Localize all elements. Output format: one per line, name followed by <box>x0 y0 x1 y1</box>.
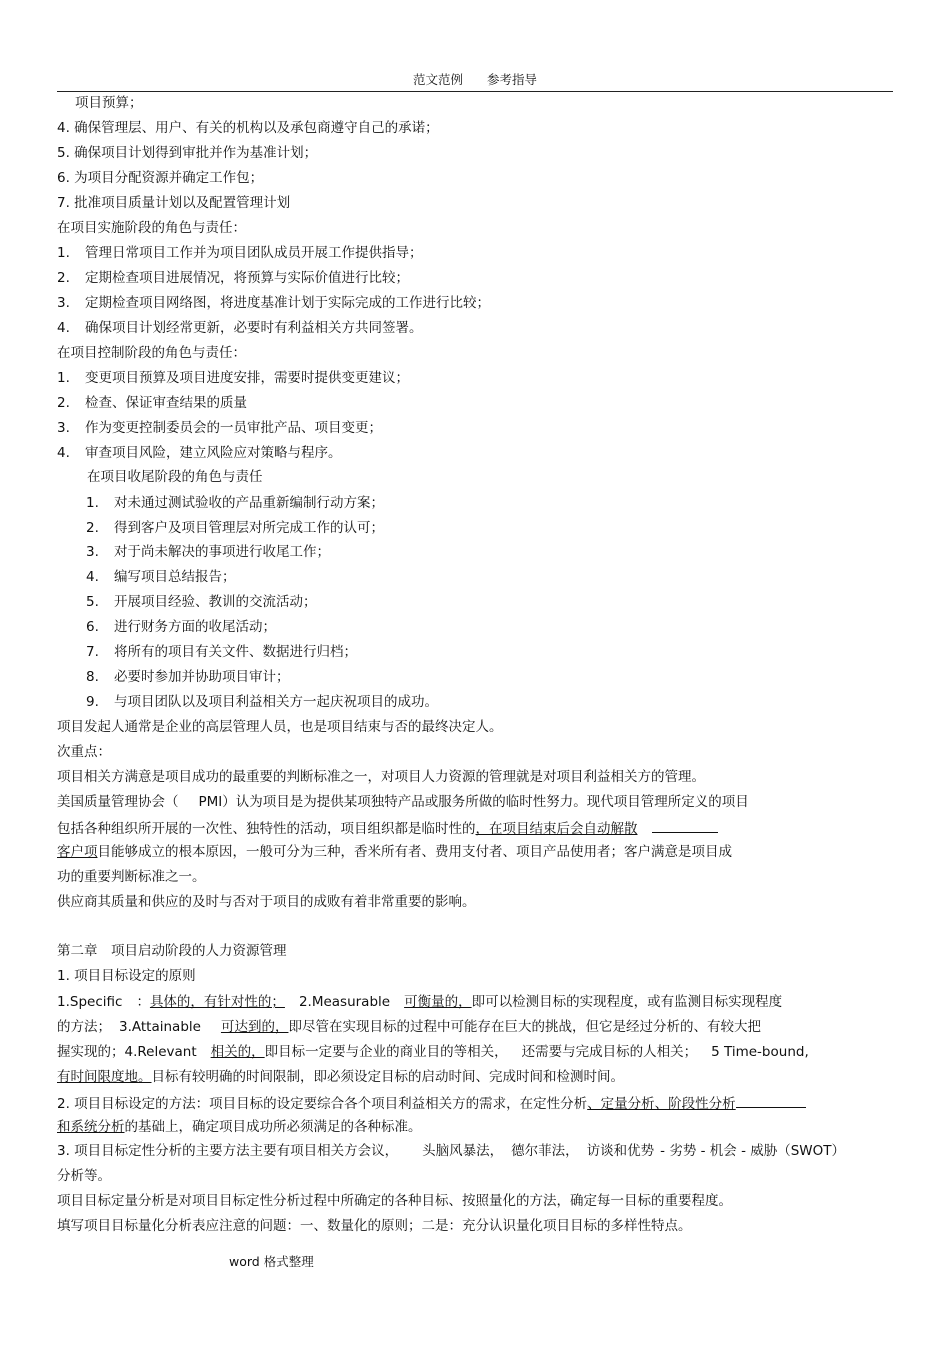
text-span: 2. 项目目标设定的方法：项目目标的设定要综合各个项目利益相关方的需求，在定性分析 <box>57 1096 588 1112</box>
text-span: 头脑风暴法， <box>422 1143 504 1159</box>
list-item <box>86 693 438 711</box>
list-number: 9. <box>86 694 99 710</box>
list-item <box>57 294 490 312</box>
text-line: 5. 确保项目计划得到审批并作为基准计划； <box>57 145 318 161</box>
text-span: 目能够成立的根本原因，一般可分为三种，香米所有者、费用支付者、项目产品使用者；客户满意是项目成 <box>97 844 732 860</box>
text-line: 6. 为项目分配资源并确定工作包； <box>57 170 264 186</box>
list-number: 5. <box>86 594 99 610</box>
list-number: 4. <box>57 320 70 336</box>
text-line <box>57 843 732 861</box>
list-number: 1. <box>57 370 70 386</box>
text-span: 的基础上，确定项目成功所必须满足的各种标准。 <box>124 1119 422 1135</box>
list-text: 编写项目总结报告； <box>114 569 236 585</box>
text-line: 项目目标定量分析是对项目目标定性分析过程中所确定的各种目标、按照量化的方法，确定每一目标的重要程度。 <box>57 1193 732 1209</box>
list-item <box>86 618 276 636</box>
list-item <box>86 494 384 512</box>
text-span: PMI）认为项目是为提供某项独特产品或服务所做的临时性努力。现代项目管理所定义的项目 <box>198 794 749 810</box>
text-span: 目标有较明确的时间限制，即必须设定目标的启动时间、完成时间和检测时间。 <box>151 1069 624 1085</box>
list-number: 2. <box>86 520 99 536</box>
list-item <box>86 543 330 561</box>
text-span: 3. 项目目标定性分析的主要方法主要有项目相关方会议， <box>57 1143 399 1159</box>
list-number: 3. <box>57 295 70 311</box>
text-span: 4.Relevant <box>124 1044 197 1060</box>
underlined-text: 具体的，有针对性的； <box>149 994 285 1010</box>
list-text: 与项目团队以及项目利益相关方一起庆祝项目的成功。 <box>114 694 438 710</box>
list-number: 7. <box>86 644 99 660</box>
text-span: 即可以检测目标的实现程度，或有监测目标实现程度 <box>471 994 783 1010</box>
underlined-text: 、定量分析、阶段性分析 <box>587 1096 736 1112</box>
list-number: 4. <box>86 569 99 585</box>
underlined-text: 客户项 <box>57 844 98 860</box>
list-number: 2. <box>57 270 70 286</box>
text-span: - 劣势 - 机会 - 威胁（SWOT） <box>660 1143 846 1159</box>
list-number: 4. <box>57 445 70 461</box>
list-text: 对于尚未解决的事项进行收尾工作； <box>114 544 330 560</box>
list-number: 1. <box>57 245 70 261</box>
text-line: 供应商其质量和供应的及时与否对于项目的成败有着非常重要的影响。 <box>57 894 476 910</box>
text-line <box>57 1118 422 1136</box>
header-right: 参考指导 <box>486 72 537 87</box>
list-text: 确保项目计划经常更新，必要时有利益相关方共同签署。 <box>85 320 423 336</box>
text-line <box>57 1142 845 1160</box>
underlined-text: ，在项目结束后会自动解散 <box>475 821 638 837</box>
text-span: 3.Attainable <box>119 1019 201 1035</box>
list-item <box>57 419 382 437</box>
list-item <box>57 369 409 387</box>
text-line: 4. 确保管理层、用户、有关的机构以及承包商遵守自己的承诺； <box>57 120 439 136</box>
list-number: 1. <box>86 495 99 511</box>
text-line <box>57 793 749 811</box>
list-item <box>57 319 423 337</box>
text-span: 即尽管在实现目标的过程中可能存在巨大的挑战，但它是经过分析的、有较大把 <box>288 1019 761 1035</box>
list-number: 3. <box>86 544 99 560</box>
list-text: 变更项目预算及项目进度安排，需要时提供变更建议； <box>85 370 409 386</box>
header-left: 范文范例 <box>412 72 463 87</box>
list-text: 将所有的项目有关文件、数据进行归档； <box>114 644 357 660</box>
page-header <box>0 70 950 88</box>
text-line <box>57 1093 806 1113</box>
text-span: ： <box>136 994 150 1010</box>
text-span: 的方法； <box>57 1019 111 1035</box>
underlined-text: 相关的， <box>210 1044 265 1060</box>
list-item <box>57 269 409 287</box>
list-number: 3. <box>57 420 70 436</box>
list-item <box>86 668 290 686</box>
underlined-text: 可衡量的， <box>404 994 472 1010</box>
text-line: 分析等。 <box>57 1168 111 1184</box>
text-line <box>57 993 782 1011</box>
text-line <box>57 1043 809 1061</box>
text-span: 德尔菲法， <box>511 1143 579 1159</box>
chapter-heading: 第二章 项目启动阶段的人力资源管理 <box>57 943 287 959</box>
list-text: 定期检查项目进展情况，将预算与实际价值进行比较； <box>85 270 409 286</box>
text-span: 2.Measurable <box>298 994 391 1010</box>
underlined-text: 有时间限度地。 <box>57 1069 152 1085</box>
text-line: 项目发起人通常是企业的高层管理人员，也是项目结束与否的最终决定人。 <box>57 719 503 735</box>
underlined-text: 可达到的， <box>220 1019 289 1035</box>
text-span: 访谈和优势 <box>586 1143 655 1159</box>
list-text: 必要时参加并协助项目审计； <box>114 669 290 685</box>
section-heading: 在项目收尾阶段的角色与责任 <box>87 469 263 485</box>
list-item <box>86 519 384 537</box>
text-span: 美国质量管理协会（ <box>57 794 179 810</box>
list-item <box>86 593 317 611</box>
text-line <box>57 1018 761 1036</box>
list-text: 检查、保证审查结果的质量 <box>85 395 247 411</box>
text-line <box>57 1068 624 1086</box>
list-item <box>57 444 342 462</box>
text-span: 5 Time-bound, <box>711 1044 809 1060</box>
header-rule <box>57 91 893 92</box>
list-number: 8. <box>86 669 99 685</box>
underlined-text: 和系统分析 <box>57 1119 125 1135</box>
list-text: 进行财务方面的收尾活动； <box>114 619 276 635</box>
list-text: 定期检查项目网络图，将进度基准计划于实际完成的工作进行比较； <box>85 295 490 311</box>
section-heading: 在项目控制阶段的角色与责任： <box>57 345 246 361</box>
list-text: 管理日常项目工作并为项目团队成员开展工作提供指导； <box>85 245 423 261</box>
list-item <box>86 568 236 586</box>
list-text: 对未通过测试验收的产品重新编制行动方案； <box>114 495 384 511</box>
text-span: 还需要与完成目标的人相关； <box>521 1044 698 1060</box>
text-line <box>57 818 718 838</box>
section-heading: 1. 项目目标设定的原则 <box>57 968 196 984</box>
section-heading: 在项目实施阶段的角色与责任： <box>57 220 246 236</box>
list-text: 审查项目风险，建立风险应对策略与程序。 <box>85 445 342 461</box>
text-line: 7. 批准项目质量计划以及配置管理计划 <box>57 195 291 211</box>
list-item <box>86 643 357 661</box>
text-span: 握实现的； <box>57 1044 125 1060</box>
text-span: 包括各种组织所开展的一次性、独特性的活动，项目组织都是临时性的 <box>57 821 476 837</box>
list-text: 作为变更控制委员会的一员审批产品、项目变更； <box>85 420 382 436</box>
text-span: 1.Specific <box>57 994 123 1010</box>
text-line: 项目相关方满意是项目成功的最重要的判断标准之一，对项目人力资源的管理就是对项目利益相关方的管理。 <box>57 769 705 785</box>
list-item <box>57 394 247 412</box>
text-line: 填写项目目标量化分析表应注意的问题：一、数量化的原则；二是：充分认识量化项目目标的多样性特点。 <box>57 1218 692 1234</box>
text-line: 功的重要判断标准之一。 <box>57 869 206 885</box>
page-footer: word 格式整理 <box>229 1254 314 1269</box>
fill-blank <box>652 818 718 833</box>
list-item <box>57 244 423 262</box>
section-heading: 次重点： <box>57 744 111 760</box>
list-number: 2. <box>57 395 70 411</box>
list-text: 得到客户及项目管理层对所完成工作的认可； <box>114 520 384 536</box>
list-text: 开展项目经验、教训的交流活动； <box>114 594 317 610</box>
fill-blank <box>736 1093 806 1108</box>
text-span: 即目标一定要与企业的商业目的等相关， <box>264 1044 508 1060</box>
text-line: 项目预算； <box>75 95 143 111</box>
list-number: 6. <box>86 619 99 635</box>
